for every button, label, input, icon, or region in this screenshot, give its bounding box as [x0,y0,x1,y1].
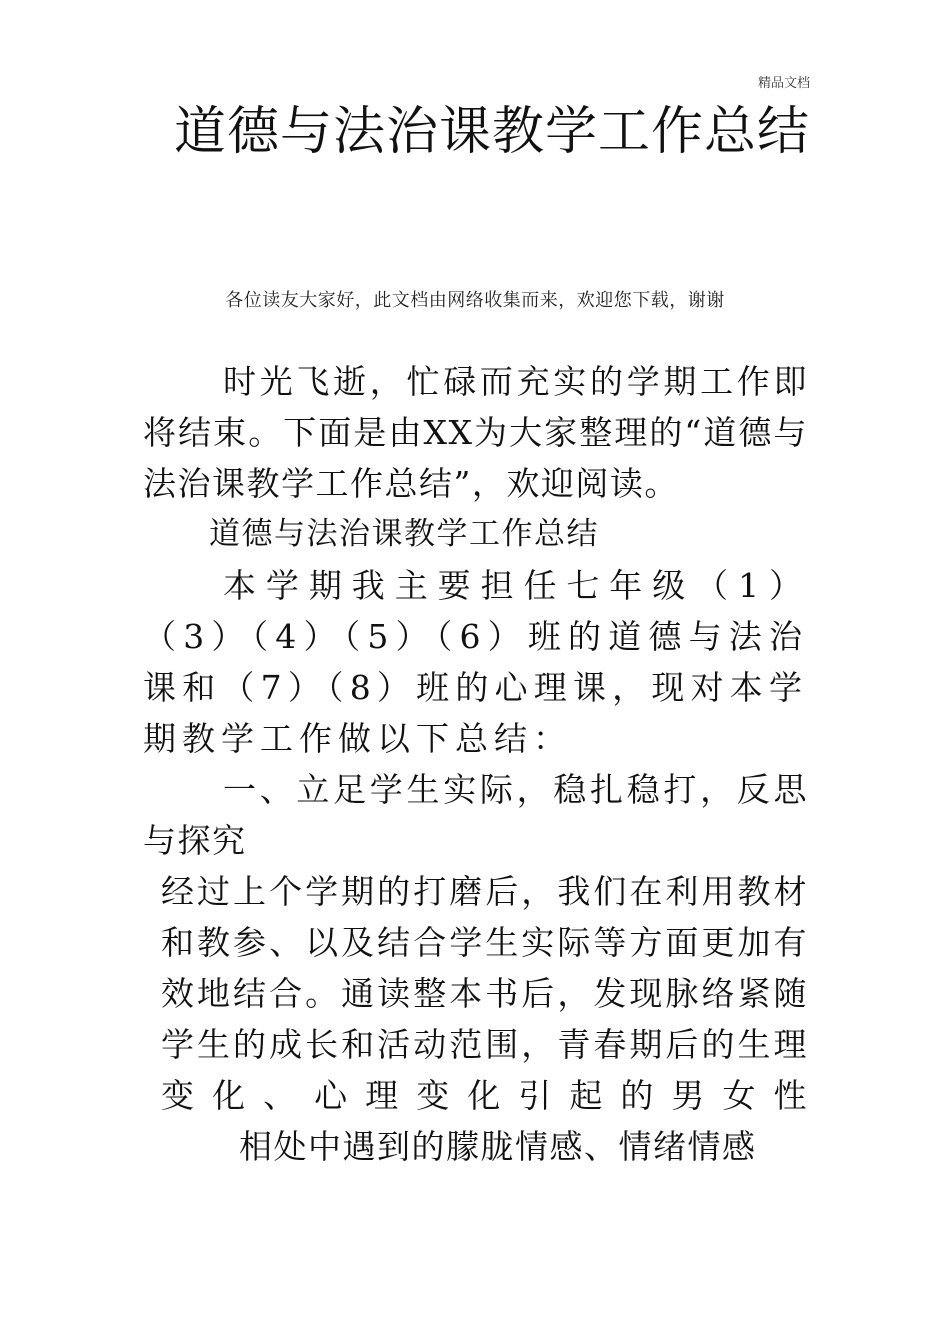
intro-paragraph: 时光飞逝，忙碌而充实的学期工作即将结束。下面是由XX为大家整理的“道德与法治课教学工作总结”，欢迎阅读。 [143,362,808,503]
document-body [143,356,808,1172]
heading-one: 一、立足学生实际，稳扎稳打，反思与探究 [143,770,808,860]
body-paragraph-continued: 相处中遇到的朦胧情感、情绪情感 [239,1127,757,1166]
body-paragraph: 经过上个学期的打磨后，我们在利用教材和教参、以及结合学生实际等方面更加有效地结合。通读整本书后，发现脉络紧随学生的成长和活动范围，青春期后的生理变化、心理变化引起的男女性 [161,872,808,1115]
page-header-label: 精品文档 [757,76,810,91]
download-notice: 各位读友大家好，此文档由网络收集而来，欢迎您下载，谢谢 [225,290,725,311]
document-title: 道德与法治课教学工作总结 [173,102,810,162]
overview-paragraph: 本学期我主要担任七年级（1）（3）（4）（5）（6）班的道德与法治课和（7）（8）班的心理课，现对本学期教学工作做以下总结： [143,566,808,758]
section-title: 道德与法治课教学工作总结 [209,516,599,552]
